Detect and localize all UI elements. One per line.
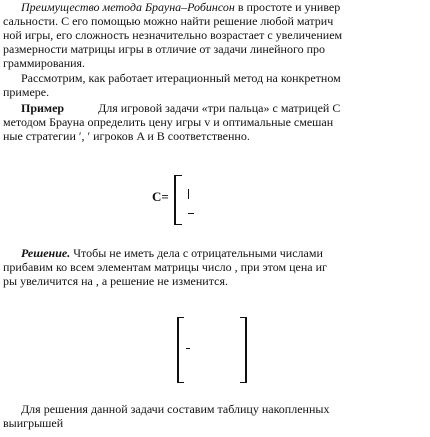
example-label: Пример	[21, 101, 65, 115]
matrix-c-mark	[188, 189, 189, 199]
matrix-transformed-mark	[186, 348, 190, 349]
solution-line-1-rest: Чтобы не иметь дела с отрицательными числами	[70, 246, 323, 260]
solution-line-2: прибавим ко всем элементам матрицы число , при этом цена иг	[3, 260, 327, 274]
solution-label: Решение.	[21, 246, 71, 260]
paragraph-1-line-1	[3, 0, 427, 14]
matrix-transformed-left-bracket	[177, 317, 184, 383]
paragraph-1-line-5: граммирования.	[3, 56, 86, 70]
example-line-1-rest: Для игровой задачи «три пальца» с матрицей C	[98, 101, 341, 115]
paragraph-1-line-1-rest: в простоте и универ	[234, 0, 341, 14]
method-title-italic: Преимущество метода Брауна–Робинсон	[21, 0, 235, 14]
solution-line-1	[3, 246, 427, 260]
table-intro-line-2: выигрышей	[3, 416, 64, 430]
table-intro-line-1: Для решения данной задачи составим таблицу накопленных	[21, 402, 330, 416]
matrix-transformed-right-bracket	[240, 317, 247, 383]
matrix-c-mark	[188, 213, 194, 214]
example-line-3: ные стратегии ′, ′ игроков A и B соответственно.	[3, 129, 250, 143]
paragraph-1-line-4: размерности матрицы игры в отличие от задачи линейного про	[3, 42, 326, 56]
paragraph-1-line-2: сальности. С его помощью можно найти решение любой матрич	[3, 14, 334, 28]
paragraph-2-line-1: Рассмотрим, как работает итерационный метод на конкретном	[21, 71, 341, 85]
matrix-c-left-bracket	[174, 175, 182, 225]
paragraph-1-line-3: ной игры, его сложность незначительно возрастает с увеличением	[3, 28, 343, 42]
paragraph-2-line-2: примере.	[3, 85, 50, 99]
example-line-1	[3, 101, 427, 115]
solution-line-3: ры увеличится на , а решение не изменится.	[3, 274, 228, 288]
matrix-c-label: C=	[152, 189, 169, 204]
example-line-2: методом Брауна определить цену игры v и оптимальные смешан	[3, 115, 334, 129]
